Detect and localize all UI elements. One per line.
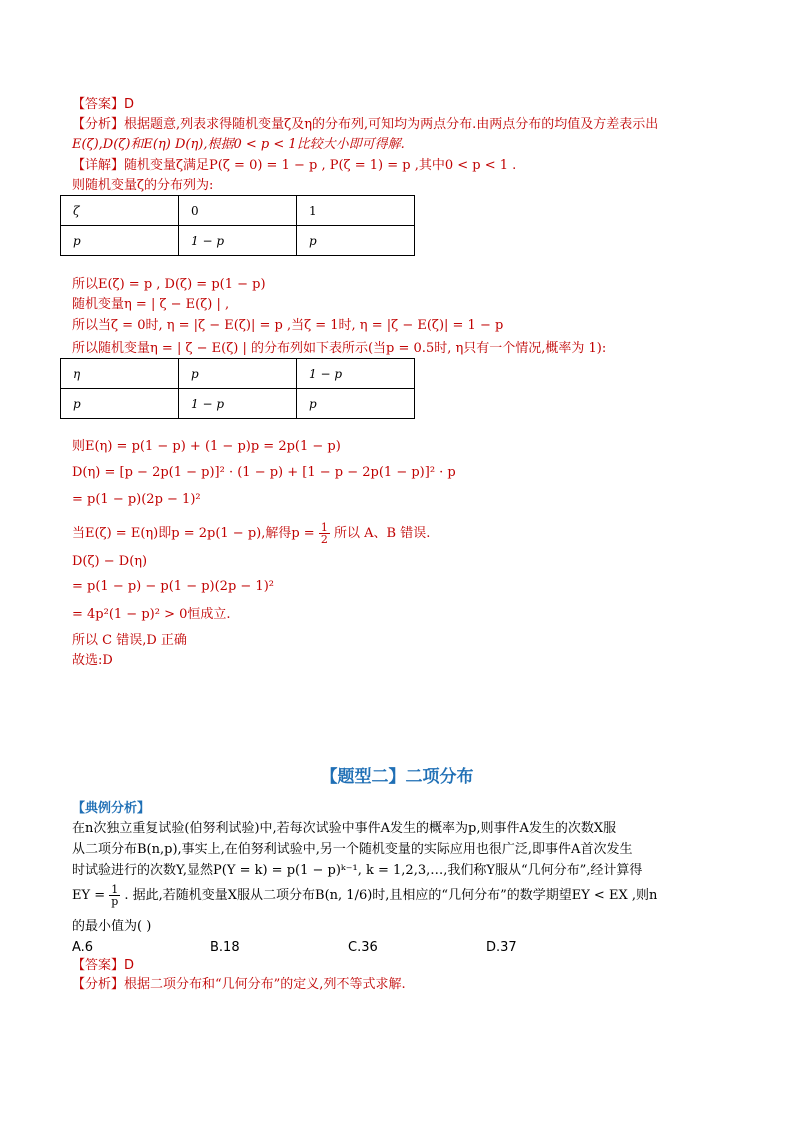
section-title: 【题型二】二项分布 <box>320 767 474 787</box>
table-cell: 1 <box>297 196 415 226</box>
detail-text-2: 则随机变量ζ的分布列为: <box>72 178 214 193</box>
table-row <box>61 389 415 419</box>
table-cell: p <box>61 226 179 256</box>
table-row <box>61 359 415 389</box>
analysis-tag: 【分析】 <box>72 117 125 132</box>
table-cell: p <box>297 389 415 419</box>
detail-text-1: 随机变量ζ满足P(ζ = 0) = 1 − p , P(ζ = 1) = p ,其中0 < p < 1 . <box>124 158 517 173</box>
conclusion-line: 所以 C 错误,D 正确 <box>72 633 187 648</box>
final-choice: 故选:D <box>72 653 113 668</box>
fraction-one-half <box>319 522 330 545</box>
distribution-table-zeta <box>60 195 415 256</box>
expectation-eta: 则E(η) = p(1 − p) + (1 − p)p = 2p(1 − p) <box>72 439 341 454</box>
table-cell: p <box>61 389 179 419</box>
question-line-1: 在n次独立重复试验(伯努利试验)中,若每次试验中事件A发生的概率为p,则事件A发生的次数X服 <box>72 821 617 836</box>
analysis-text-1: 根据题意,列表求得随机变量ζ及η的分布列,可知均为两点分布.由两点分布的均值及方差表示出 <box>124 117 659 132</box>
fraction-one-over-p <box>109 884 120 907</box>
variance-difference-step2: = 4p²(1 − p)² > 0恒成立. <box>72 607 231 622</box>
expectation-zeta: 所以E(ζ) = p , D(ζ) = p(1 − p) <box>72 277 266 292</box>
option-c: C.36 <box>348 940 378 955</box>
table-cell: 1 − p <box>179 226 297 256</box>
option-d: D.37 <box>486 940 517 955</box>
question-line-4-text: . 据此,若随机变量X服从二项分布B(n, 1/6)时,且相应的“几何分布”的数学期望EY < EX ,则n <box>124 888 658 903</box>
table-cell: ζ <box>61 196 179 226</box>
answer-line-2 <box>72 957 134 975</box>
eta-cases: 所以当ζ = 0时, η = |ζ − E(ζ)| = p ,当ζ = 1时, η = |ζ − E(ζ)| = 1 − p <box>72 318 504 333</box>
equality-case <box>72 522 430 545</box>
distribution-table-eta <box>60 358 415 419</box>
answer-value: D <box>124 97 135 112</box>
table-cell: p <box>297 226 415 256</box>
table-cell: 1 − p <box>179 389 297 419</box>
fraction-numerator: 1 <box>111 883 119 896</box>
analysis-line-1 <box>72 116 658 134</box>
equality-text: 当E(ζ) = E(η)即p = 2p(1 − p),解得p = <box>72 526 315 541</box>
eta-definition: 随机变量η = | ζ − E(ζ) | , <box>72 297 230 312</box>
option-a: A.6 <box>72 940 94 955</box>
fraction-denominator: p <box>111 895 119 908</box>
table-cell: η <box>61 359 179 389</box>
table-row <box>61 226 415 256</box>
variance-difference: D(ζ) − D(η) <box>72 554 148 569</box>
variance-difference-step1: = p(1 − p) − p(1 − p)(2p − 1)² <box>72 579 274 594</box>
analysis-tag-2: 【分析】 <box>72 977 125 992</box>
typical-analysis-tag: 【典例分析】 <box>72 801 151 816</box>
answer-tag: 【答案】 <box>72 97 125 112</box>
answer-value-2: D <box>124 958 135 973</box>
table-cell: 0 <box>179 196 297 226</box>
answer-line <box>72 96 134 114</box>
question-line-2: 从二项分布B(n,p),事实上,在伯努利试验中,另一个随机变量的实际应用也很广泛,即事件A首次发生 <box>72 842 633 857</box>
detail-tag: 【详解】 <box>72 158 125 173</box>
question-line-4 <box>72 884 657 907</box>
question-line-5: 的最小值为( ) <box>72 919 152 934</box>
analysis-text-2: E(ζ),D(ζ)和E(η) D(η),根据0 < p < 1比较大小即可得解. <box>72 137 405 152</box>
fraction-numerator: 1 <box>320 521 328 534</box>
analysis-line-2 <box>72 976 406 994</box>
table-cell: p <box>179 359 297 389</box>
eta-table-intro: 所以随机变量η = | ζ − E(ζ) | 的分布列如下表所示(当p = 0.5时, η只有一个情况,概率为 1): <box>72 341 607 356</box>
answer-tag-2: 【答案】 <box>72 958 125 973</box>
question-expectation-label: EY = <box>72 888 106 903</box>
table-row <box>61 196 415 226</box>
fraction-denominator: 2 <box>320 533 328 546</box>
table-cell: 1 − p <box>297 359 415 389</box>
analysis-text-ex2: 根据二项分布和“几何分布”的定义,列不等式求解. <box>124 977 406 992</box>
variance-eta-simplified: = p(1 − p)(2p − 1)² <box>72 492 201 507</box>
detail-line-1 <box>72 157 516 175</box>
question-line-3: 时试验进行的次数Y,显然P(Y = k) = p(1 − p)ᵏ⁻¹, k = 1,2,3,…,我们称Y服从“几何分布”,经计算得 <box>72 863 643 878</box>
variance-eta: D(η) = [p − 2p(1 − p)]² · (1 − p) + [1 − p − 2p(1 − p)]² · p <box>72 465 456 480</box>
equality-conclusion: 所以 A、B 错误. <box>333 526 431 541</box>
option-b: B.18 <box>210 940 240 955</box>
